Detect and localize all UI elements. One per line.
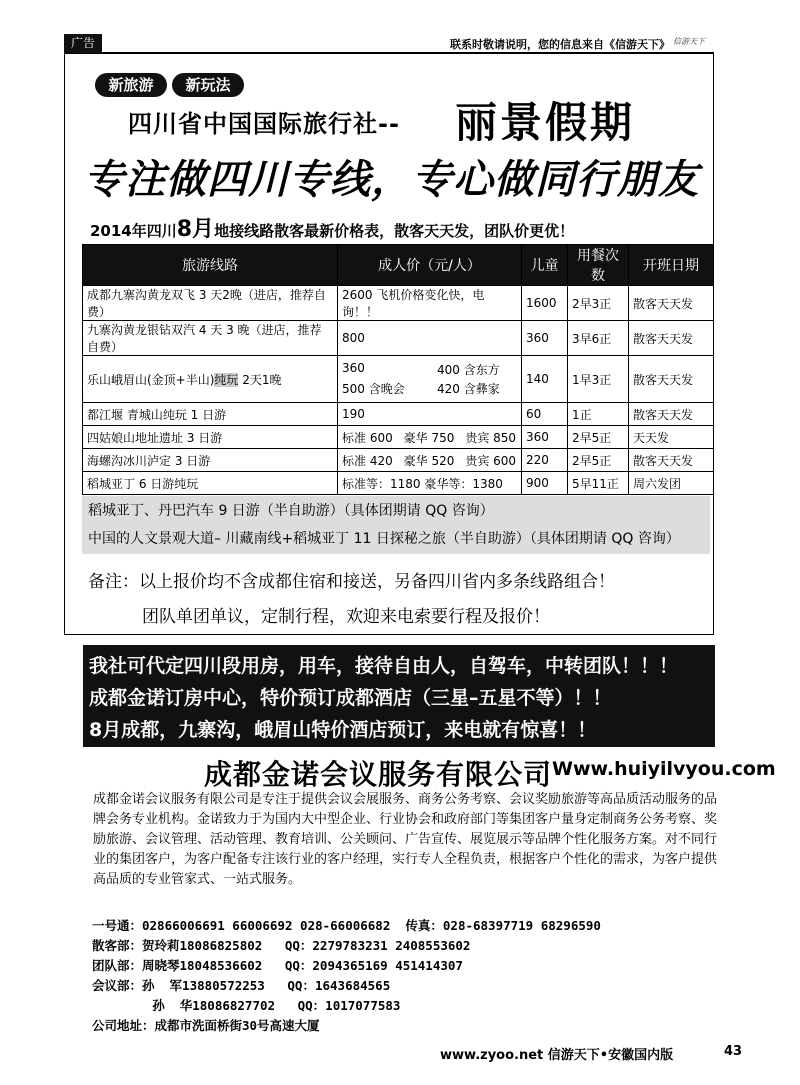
company-url[interactable]: Www.huiyilvyou.com — [552, 758, 776, 780]
child-cell: 900 — [522, 472, 568, 495]
price-cell — [338, 449, 522, 472]
table-row — [83, 403, 714, 426]
contact-meeting-dept-2: 孙 华18086827702 QQ：1017077583 — [92, 998, 401, 1013]
contact-group-dept: 团队部：周晓琴18048536602 QQ：2094365169 451414307 — [92, 958, 463, 973]
child-cell: 360 — [522, 426, 568, 449]
price-option: 豪华 750 — [403, 430, 455, 445]
banner-line-1: 我社可代定四川段用房，用车，接待自由人，自驾车，中转团队！！！ — [89, 655, 679, 677]
date-cell: 散客天天发 — [629, 286, 714, 321]
route-cell — [83, 356, 338, 403]
price-option: 标准 600 — [342, 430, 393, 445]
contact-hotline: 一号通：02866006691 66006692 028-66006682 传真：028-68397719 68296590 — [92, 918, 601, 933]
price-option: 贵宾 600 — [465, 453, 517, 468]
price-table — [82, 244, 714, 495]
header-child: 儿童 — [522, 245, 568, 286]
price-cell: 190 — [338, 403, 522, 426]
meal-cell: 3早6正 — [568, 321, 629, 356]
route-cell: 四姑娘山地址遗址 3 日游 — [83, 426, 338, 449]
banner-line-2: 成都金诺订房中心，特价预订成都酒店（三星–五星不等）！！ — [89, 687, 612, 709]
company-name: 成都金诺会议服务有限公司 — [204, 758, 553, 791]
meal-cell: 5早11正 — [568, 472, 629, 495]
contact-individual-dept: 散客部：贺玲莉18086825802 QQ：2279783231 2408553602 — [92, 938, 471, 953]
heading-pre: 2014年四川 — [90, 222, 177, 240]
child-cell: 1600 — [522, 286, 568, 321]
route-cell: 都江堰 青城山纯玩 1 日游 — [83, 403, 338, 426]
header-meals: 用餐次数 — [568, 245, 629, 286]
table-header-row — [83, 245, 714, 286]
table-row — [83, 449, 714, 472]
route-part: 乐山峨眉山(金顶+半山) — [87, 372, 215, 387]
child-cell: 220 — [522, 449, 568, 472]
date-cell: 散客天天发 — [629, 321, 714, 356]
price-option: 360 — [342, 361, 365, 375]
table-row — [83, 472, 714, 495]
price-option: 420 含彝家 — [437, 382, 500, 396]
company-intro: 成都金诺会议服务有限公司是专注于提供会议会展服务、商务公务考察、会议奖励旅游等高品质活动服务的品牌会务专业机构。金诺致力于为国内大中型企业、行业协会和政府部门等集团客户量身定制商务公务考察、奖励旅游、会议管理、活动管理、教育培训、公关顾问、广告宣传、展览展示等品牌个性化服务方案。对不同行业的集团客户，为客户配备专注该行业的客户经理，实行专人全程负责，根据客户个性化的需求，为客户提供高品质的专业管家式、一站式服务。 — [93, 792, 718, 887]
header-adult-price: 成人价（元/人） — [338, 245, 522, 286]
motto: 专注做四川专线，专心做同行朋友 — [84, 156, 699, 203]
extra-route-2: 中国的人文景观大道– 川藏南线+稻城亚丁 11 日探秘之旅（半自助游）（具体团期请 QQ 咨询） — [88, 531, 680, 547]
page-number: 43 — [724, 1044, 743, 1059]
date-cell: 周六发团 — [629, 472, 714, 495]
child-cell: 140 — [522, 356, 568, 403]
price-heading — [90, 212, 574, 243]
price-option: 贵宾 850 — [465, 430, 517, 445]
meal-cell: 2早5正 — [568, 449, 629, 472]
price-option: 500 含晚会 — [342, 382, 405, 396]
route-part: 2天1晚 — [238, 372, 282, 387]
price-option: 豪华 520 — [403, 453, 455, 468]
meal-cell: 2早3正 — [568, 286, 629, 321]
meal-cell: 2早5正 — [568, 426, 629, 449]
route-cell: 成都九寨沟黄龙双飞 3 天2晚（进店，推荐自费） — [83, 286, 338, 321]
heading-month: 8月 — [176, 217, 215, 242]
price-cell: 800 — [338, 321, 522, 356]
brand-name: 丽景假期 — [455, 98, 636, 147]
footer-site: www.zyoo.net 信游天下•安徽国内版 — [440, 1048, 674, 1063]
date-cell: 天天发 — [629, 426, 714, 449]
price-cell — [338, 426, 522, 449]
child-cell: 60 — [522, 403, 568, 426]
note-line-1: 备注：以上报价均不含成都住宿和接送，另备四川省内多条线路组合！ — [88, 572, 615, 592]
price-option: 400 含东方 — [437, 363, 500, 377]
company-address: 公司地址：成都市洗面桥街30号高速大厦 — [92, 1018, 320, 1033]
table-row — [83, 321, 714, 356]
price-cell: 标准等：1180 豪华等：1380 — [338, 472, 522, 495]
meal-cell: 1早3正 — [568, 356, 629, 403]
route-cell: 九寨沟黄龙银钻双汽 4 天 3 晚（进店，推荐自费） — [83, 321, 338, 356]
price-cell: 2600 飞机价格变化快，电询！！ — [338, 286, 522, 321]
date-cell: 散客天天发 — [629, 403, 714, 426]
table-row — [83, 286, 714, 321]
price-cell — [338, 356, 522, 403]
magazine-logo: 信游天下 — [673, 37, 705, 46]
heading-post: 地接线路散客最新价格表，散客天天发，团队价更优！ — [214, 222, 575, 240]
route-cell: 海螺沟冰川泸定 3 日游 — [83, 449, 338, 472]
header-route: 旅游线路 — [83, 245, 338, 286]
banner-line-3: 8月成都，九寨沟，峨眉山特价酒店预订，来电就有惊喜！！ — [89, 719, 597, 741]
table-row — [83, 356, 714, 403]
meal-cell: 1正 — [568, 403, 629, 426]
top-slogan: 联系时敬请说明，您的信息来自《信游天下》 — [450, 38, 670, 51]
tag-new-travel: 新旅游 — [95, 73, 167, 97]
extra-route-1: 稻城亚丁、丹巴汽车 9 日游（半自助游）（具体团期请 QQ 咨询） — [88, 503, 494, 519]
date-cell: 散客天天发 — [629, 356, 714, 403]
contact-meeting-dept: 会议部：孙 军13880572253 QQ：1643684565 — [92, 978, 391, 993]
route-cell: 稻城亚丁 6 日游纯玩 — [83, 472, 338, 495]
note-line-2: 团队单团单议，定制行程，欢迎来电索要行程及报价！ — [142, 607, 550, 627]
table-row — [83, 426, 714, 449]
agency-name: 四川省中国国际旅行社-- — [128, 110, 400, 138]
date-cell: 散客天天发 — [629, 449, 714, 472]
promo-banner — [83, 645, 715, 747]
header-start-date: 开班日期 — [629, 245, 714, 286]
ad-tag: 广告 — [64, 34, 102, 53]
tag-new-play: 新玩法 — [172, 73, 244, 97]
child-cell: 360 — [522, 321, 568, 356]
price-option: 标准 420 — [342, 453, 393, 468]
route-highlight: 纯玩 — [214, 372, 239, 387]
